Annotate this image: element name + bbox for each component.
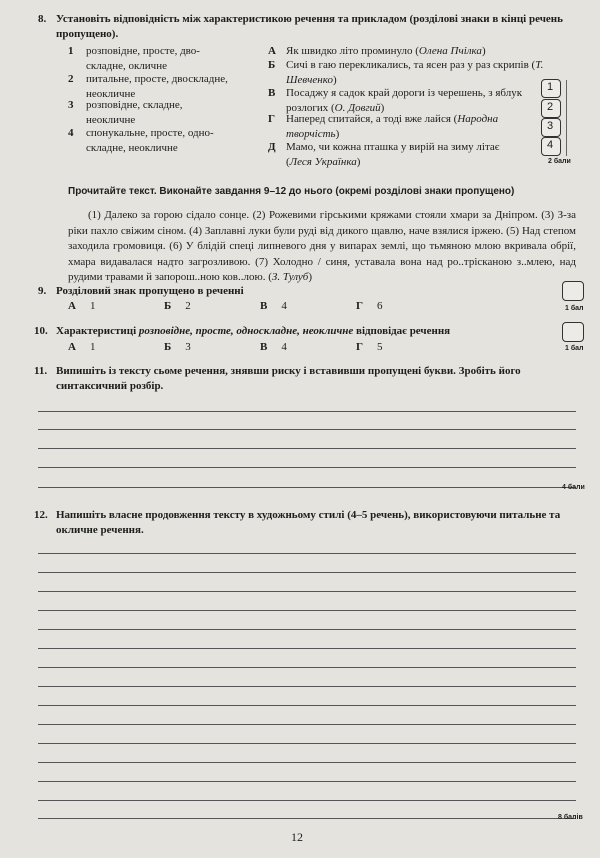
q8-right-g: Г Наперед спитайся, а тоді вже лайся (Народна творчість)	[268, 113, 499, 140]
q8-answer-box-3[interactable]: 3	[541, 118, 561, 137]
answer-line[interactable]	[38, 705, 576, 706]
q8-points: 2 бали	[548, 158, 571, 165]
answer-line[interactable]	[38, 610, 576, 611]
q10-option-b[interactable]: Б 3	[164, 341, 191, 353]
q8-answer-box-1[interactable]: 1	[541, 79, 561, 98]
q9-number: 9.	[38, 285, 47, 297]
q8-right-d: Д Мамо, чи кожна пташка у вирій на зиму літає (Леся Українка)	[268, 141, 500, 168]
q11-text: Випишіть із тексту сьоме речення, знявши риску і вставивши пропущені букви. Зробіть його синтаксичний розбір.	[56, 365, 521, 392]
answer-line[interactable]	[38, 781, 576, 782]
q11-number: 11.	[34, 365, 48, 377]
q8-left-3: 3 розповідне, складне, неокличне	[68, 99, 183, 126]
answer-line[interactable]	[38, 762, 576, 763]
q11-points: 4 бали	[562, 484, 585, 491]
q9-points: 1 бал	[565, 305, 584, 312]
answer-line[interactable]	[38, 572, 576, 573]
q9-option-a[interactable]: А 1	[68, 300, 96, 312]
q10-number: 10.	[34, 325, 48, 337]
page-number: 12	[291, 830, 303, 844]
q12-text: Напишіть власне продовження тексту в художньому стилі (4–5 речень), використовуючи питальне та окличне речення.	[56, 509, 561, 536]
answer-line[interactable]	[38, 686, 576, 687]
q9-option-b[interactable]: Б 2	[164, 300, 191, 312]
q8-left-1: 1 розповідне, просте, дво- складне, окличне	[68, 45, 200, 72]
answer-line[interactable]	[38, 411, 576, 412]
answer-line[interactable]	[38, 629, 576, 630]
instruction: Прочитайте текст. Виконайте завдання 9–12 до нього (окремі розділові знаки пропущено)	[68, 186, 515, 197]
q8-answer-box-4[interactable]: 4	[541, 137, 561, 156]
answer-line[interactable]	[38, 724, 576, 725]
answer-line[interactable]	[38, 448, 576, 449]
q10-answer-box[interactable]	[562, 322, 584, 342]
q8-text: Установіть відповідність між характеристикою речення та прикладом (розділові знаки в кінці речень пропущено).	[56, 13, 563, 40]
text-passage: (1) Далеко за горою сідало сонце. (2) Рожевими гірськими кряжами стояли хмари за Дніпром. (3) З-за ріки пахло свіжим сіном. (4) Заплавні луки були руді від дикого щавлю, наче взялися іржею. (5) Над степом заходила громовиця. (6) У блідій спеці липневого дня у випарах землі, що тьмяною млою вкривала обрії, хмара видавалася надто загрозливою. (7) Холодно / синя, уставала вона над ро..трісканою з..млею, над рудими травами й запорош..ною ков..лою. (З. Тулуб)	[68, 209, 576, 283]
q10-option-g[interactable]: Г 5	[356, 341, 383, 353]
q10-points: 1 бал	[565, 345, 584, 352]
answer-line[interactable]	[38, 429, 576, 430]
q12-points: 8 балів	[558, 814, 583, 821]
q8-right-v: В Посаджу я садок край дороги із черешень, з яблук розлогих (О. Довгий)	[268, 87, 523, 114]
q9-option-v[interactable]: В 4	[260, 300, 287, 312]
q10-text: Характеристиці розповідне, просте, односкладне, неокличне відповідає речення	[56, 325, 451, 337]
q8-left-2: 2 питальне, просте, двоскладне, неокличне	[68, 73, 228, 100]
answer-line[interactable]	[38, 743, 576, 744]
answer-line[interactable]	[38, 648, 576, 649]
answer-line[interactable]	[38, 553, 576, 554]
q8-box-bracket	[566, 80, 585, 156]
q12-number: 12.	[34, 509, 48, 521]
q8-right-a: А Як швидко літо проминуло (Олена Пчілка)	[268, 45, 486, 57]
q9-answer-box[interactable]	[562, 281, 584, 301]
answer-line[interactable]	[38, 818, 576, 819]
q8-right-b: Б Сичі в гаю перекликались, та ясен раз у раз скрипів (Т. Шевченко)	[268, 59, 544, 86]
q8-answer-box-2[interactable]: 2	[541, 99, 561, 118]
q8-number: 8.	[38, 13, 47, 25]
q9-text: Розділовий знак пропущено в реченні	[56, 285, 244, 297]
q10-option-a[interactable]: А 1	[68, 341, 96, 353]
answer-line[interactable]	[38, 467, 576, 468]
answer-line[interactable]	[38, 591, 576, 592]
answer-line[interactable]	[38, 487, 576, 488]
q8-left-4: 4 спонукальне, просте, одно- складне, неокличне	[68, 127, 214, 154]
answer-line[interactable]	[38, 800, 576, 801]
q9-option-g[interactable]: Г 6	[356, 300, 383, 312]
q10-option-v[interactable]: В 4	[260, 341, 287, 353]
answer-line[interactable]	[38, 667, 576, 668]
